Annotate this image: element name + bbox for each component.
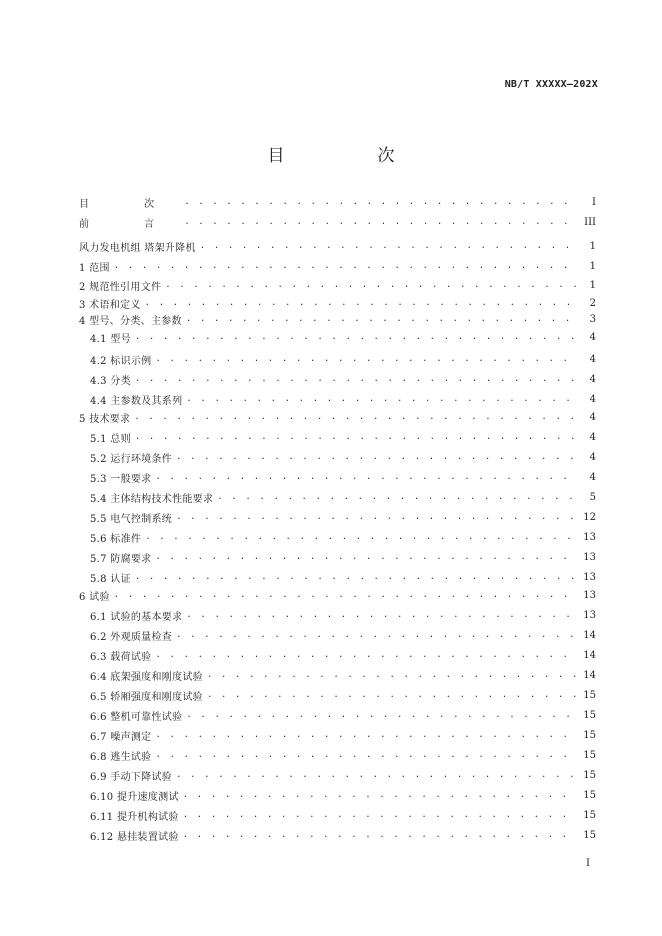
toc-entry-label: 6.11 提升机构试验	[90, 811, 179, 823]
toc-entry[interactable]	[79, 787, 596, 803]
toc-entry-label: 6.3 载荷试验	[90, 651, 152, 663]
toc-entry-page: 15	[583, 809, 596, 821]
toc-entry-label: 6.5 轿厢强度和刚度试验	[90, 691, 203, 703]
toc-entry-label: 6.7 噪声测定	[90, 731, 152, 743]
toc-leader-dots	[155, 730, 578, 740]
toc-leader-dots	[145, 298, 578, 308]
toc-entry-page: 14	[583, 649, 596, 661]
toc-entry[interactable]	[79, 371, 596, 387]
toc-entry-label: 6.2 外观质量检查	[90, 631, 173, 643]
toc-leader-dots	[186, 314, 578, 324]
toc-leader-dots	[114, 261, 578, 271]
toc-entry-label: 风力发电机组 塔架升降机	[79, 242, 196, 254]
toc-entry-label: 前 言	[79, 218, 181, 230]
toc-leader-dots	[186, 394, 578, 404]
toc-entry-label: 6.12 悬挂装置试验	[90, 831, 179, 843]
toc-entry[interactable]	[79, 627, 596, 643]
toc-leader-dots	[134, 412, 578, 422]
toc-leader-dots	[135, 432, 578, 442]
toc-entry[interactable]	[79, 747, 596, 763]
toc-entry-label: 5.3 一般要求	[90, 473, 152, 485]
toc-entry-label: 4.2 标识示例	[90, 355, 152, 367]
toc-leader-dots	[183, 830, 578, 840]
toc-entry-page: 4	[589, 373, 596, 385]
toc-entry[interactable]	[79, 351, 596, 367]
toc-entry-page: 13	[583, 531, 596, 543]
toc-leader-dots	[176, 452, 578, 462]
toc-entry[interactable]	[79, 667, 596, 683]
document-code: NB/T XXXXX—202X	[504, 79, 598, 90]
toc-entry[interactable]	[79, 727, 596, 743]
toc-entry-page: 1	[589, 279, 596, 291]
toc-leader-dots	[155, 472, 578, 482]
toc-entry-label: 3 术语和定义	[79, 299, 141, 311]
toc-entry-page: 15	[583, 709, 596, 721]
toc-leader-dots	[176, 630, 578, 640]
toc-leader-dots	[183, 810, 578, 820]
toc-entry[interactable]	[79, 569, 596, 585]
toc-entry-label: 4 型号、分类、主参数	[79, 315, 182, 327]
toc-entry-label: 6.1 试验的基本要求	[90, 611, 183, 623]
toc-entry[interactable]	[79, 409, 596, 425]
toc-entry[interactable]	[79, 449, 596, 465]
toc-entry-label: 6.8 逃生试验	[90, 751, 152, 763]
toc-leader-dots	[176, 770, 578, 780]
toc-entry-page: 4	[589, 471, 596, 483]
toc-entry-label: 6 试验	[79, 591, 110, 603]
toc-leader-dots	[155, 750, 578, 760]
toc-entry-page: 14	[583, 629, 596, 641]
toc-entry[interactable]	[79, 509, 596, 525]
toc-entry-page: 15	[583, 829, 596, 841]
toc-entry[interactable]	[79, 807, 596, 823]
toc-entry-page: 15	[583, 769, 596, 781]
toc-leader-dots	[165, 280, 578, 290]
toc-leader-dots	[135, 572, 578, 582]
toc-entry-page: 4	[589, 411, 596, 423]
toc-leader-dots	[114, 590, 578, 600]
toc-entry-page: 15	[583, 729, 596, 741]
toc-entry-page: 5	[589, 491, 596, 503]
toc-entry[interactable]	[79, 311, 596, 327]
toc-entry[interactable]	[79, 607, 596, 623]
toc-entry-page: I	[592, 196, 596, 208]
toc-leader-dots	[186, 710, 578, 720]
toc-entry[interactable]	[79, 549, 596, 565]
toc-entry-page: 14	[583, 669, 596, 681]
toc-leader-dots	[155, 552, 578, 562]
toc-leader-dots	[186, 610, 578, 620]
toc-leader-dots	[217, 492, 578, 502]
toc-leader-dots	[176, 512, 578, 522]
toc-entry-page: 15	[583, 689, 596, 701]
toc-entry-label: 4.1 型号	[90, 333, 131, 345]
toc-entry-page: 4	[589, 353, 596, 365]
toc-entry-page: 4	[589, 393, 596, 405]
toc-entry-page: 1	[589, 260, 596, 272]
toc-entry[interactable]	[79, 647, 596, 663]
toc-entry-label: 5.8 认证	[90, 573, 131, 585]
toc-entry-page: 15	[583, 749, 596, 761]
toc-entry[interactable]	[79, 489, 596, 505]
toc-leader-dots	[135, 374, 578, 384]
toc-entry-label: 5.4 主体结构技术性能要求	[90, 493, 214, 505]
toc-entry[interactable]	[79, 707, 596, 723]
toc-leader-dots	[184, 197, 578, 207]
toc-entry[interactable]	[79, 391, 596, 407]
toc-entry-page: 13	[583, 551, 596, 563]
toc-leader-dots	[145, 532, 578, 542]
toc-entry-page: 13	[583, 609, 596, 621]
toc-entry[interactable]	[79, 194, 596, 210]
toc-entry-label: 6.10 提升速度测试	[90, 791, 179, 803]
toc-entry-page: 13	[583, 589, 596, 601]
toc-leader-dots	[207, 670, 578, 680]
toc-entry-label: 6.4 底架强度和刚度试验	[90, 671, 203, 683]
toc-entry[interactable]	[79, 469, 596, 485]
toc-entry-label: 5.6 标准件	[90, 533, 142, 545]
toc-entry-label: 2 规范性引用文件	[79, 281, 162, 293]
toc-entry-page: 12	[583, 511, 596, 523]
toc-entry-label: 5 技术要求	[79, 413, 131, 425]
toc-entry[interactable]	[79, 329, 596, 345]
toc-leader-dots	[207, 690, 578, 700]
toc-entry-label: 4.3 分类	[90, 375, 131, 387]
toc-entry[interactable]	[79, 767, 596, 783]
toc-entry-page: 4	[589, 331, 596, 343]
toc-entry-page: 2	[589, 297, 596, 309]
toc-entry-page: 3	[589, 313, 596, 325]
toc-leader-dots	[155, 650, 578, 660]
toc-entry-page: 1	[589, 240, 596, 252]
page-number: I	[586, 858, 590, 869]
toc-entry[interactable]	[79, 429, 596, 445]
toc-leader-dots	[183, 790, 578, 800]
toc-leader-dots	[184, 217, 578, 227]
toc-entry[interactable]	[79, 295, 596, 311]
toc-entry-label: 5.5 电气控制系统	[90, 513, 173, 525]
toc-entry-page: III	[584, 216, 596, 228]
toc-entry[interactable]	[79, 687, 596, 703]
toc-entry-label: 6.9 手动下降试验	[90, 771, 173, 783]
toc-entry-label: 1 范围	[79, 262, 110, 274]
toc-entry-label: 5.7 防腐要求	[90, 553, 152, 565]
toc-entry[interactable]	[79, 587, 596, 603]
toc-entry-page: 4	[589, 451, 596, 463]
toc-leader-dots	[200, 241, 578, 251]
toc-entry-page: 4	[589, 431, 596, 443]
toc-entry-label: 5.1 总则	[90, 433, 131, 445]
page-title: 目 次	[267, 146, 433, 166]
toc-entry-label: 6.6 整机可靠性试验	[90, 711, 183, 723]
toc-entry-page: 15	[583, 789, 596, 801]
toc-entry[interactable]	[79, 258, 596, 274]
toc-entry[interactable]	[79, 529, 596, 545]
toc-entry[interactable]	[79, 827, 596, 843]
toc-leader-dots	[155, 354, 578, 364]
toc-entry-label: 4.4 主参数及其系列	[90, 395, 183, 407]
toc-entry[interactable]	[79, 214, 596, 230]
toc-leader-dots	[135, 332, 578, 342]
toc-entry-page: 13	[583, 571, 596, 583]
toc-entry-label: 目 次	[79, 198, 181, 210]
toc-entry[interactable]	[79, 277, 596, 293]
toc-entry-label: 5.2 运行环境条件	[90, 453, 173, 465]
toc-entry[interactable]	[79, 238, 596, 254]
